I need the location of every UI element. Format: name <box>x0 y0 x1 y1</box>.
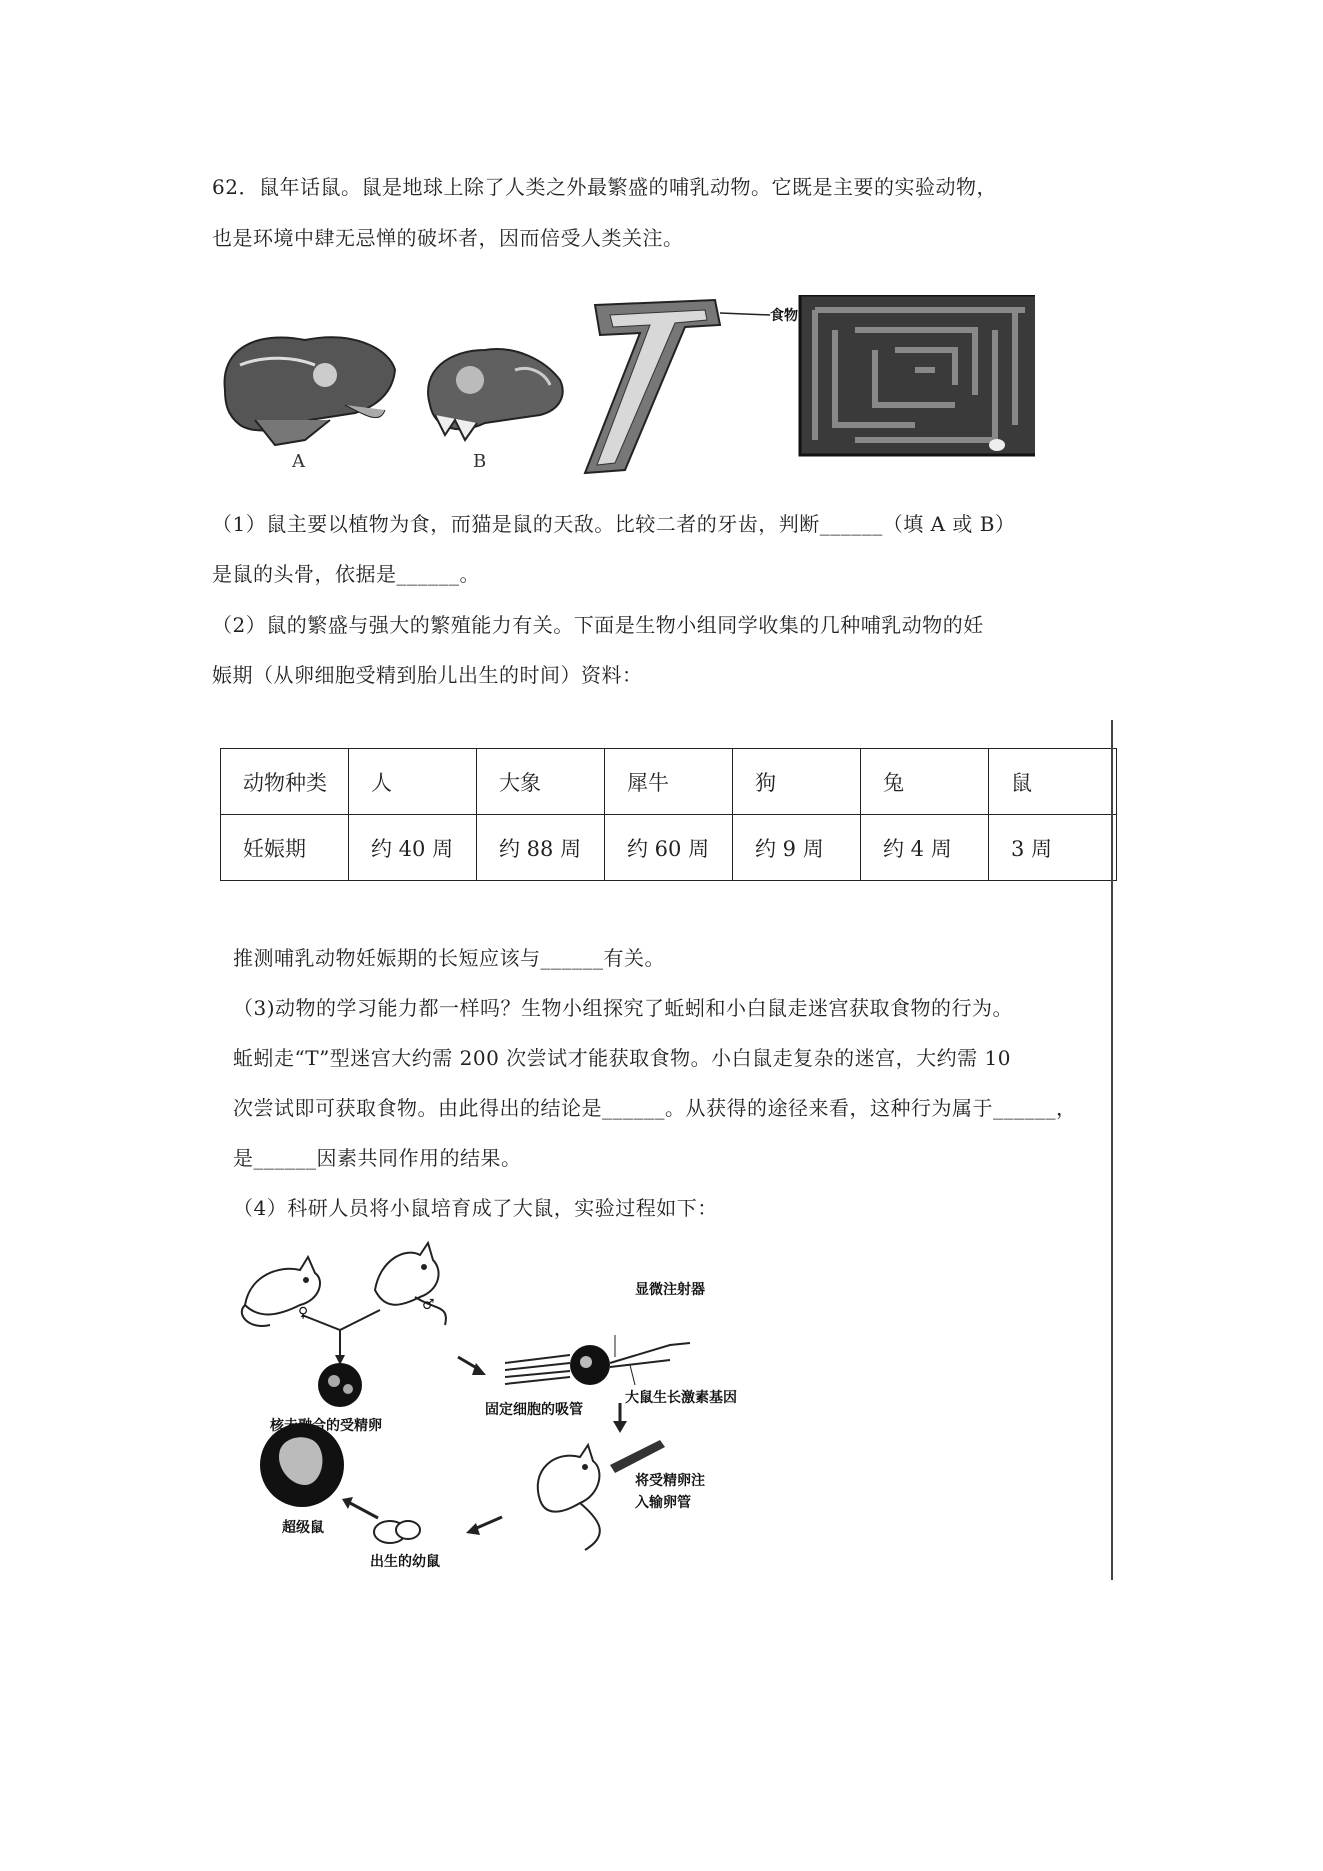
recipient-mouse-icon <box>538 1445 600 1550</box>
male-symbol: ♂ <box>422 1297 435 1313</box>
part4-line1: （4）科研人员将小鼠培育成了大鼠，实验过程如下： <box>233 1196 718 1220</box>
fertilized-egg-icon <box>318 1363 362 1407</box>
part1-line1: （1）鼠主要以植物为食，而猫是鼠的天敌。比较二者的牙齿，判断______（填 A 或 B） <box>212 512 1016 536</box>
newborn-label: 出生的幼鼠 <box>370 1554 440 1570</box>
male-mouse-icon <box>375 1243 446 1325</box>
table-cell: 狗 <box>733 749 861 815</box>
inject-label-line1: 将受精卵注 <box>635 1473 705 1489</box>
table-cell: 动物种类 <box>221 749 349 815</box>
experiment-figure <box>240 1235 780 1575</box>
table-cell: 犀牛 <box>605 749 733 815</box>
part2-line2: 娠期（从卵细胞受精到胎儿出生的时间）资料： <box>212 663 643 687</box>
skull-b-icon <box>428 349 563 440</box>
part2-inference: 推测哺乳动物妊娠期的长短应该与______有关。 <box>233 946 665 970</box>
question-intro-line2: 也是环境中肆无忌惮的破坏者，因而倍受人类关注。 <box>212 226 684 250</box>
table-cell: 人 <box>349 749 477 815</box>
super-mouse-label: 超级鼠 <box>282 1520 324 1536</box>
part3-line4: 是______因素共同作用的结果。 <box>233 1146 522 1170</box>
injector-icon <box>610 1440 665 1473</box>
table-row <box>221 749 1117 815</box>
question-intro-line1: 62．鼠年话鼠。鼠是地球上除了人类之外最繁盛的哺乳动物。它既是主要的实验动物， <box>212 175 997 199</box>
table-cell: 大象 <box>477 749 605 815</box>
micro-injector-label: 显微注射器 <box>635 1282 705 1298</box>
fertilized-egg-label: 核未融合的受精卵 <box>270 1418 382 1434</box>
t-maze-icon <box>585 300 770 473</box>
table-row <box>221 815 1117 881</box>
female-symbol: ♀ <box>298 1305 309 1321</box>
table-cell: 约 88 周 <box>477 815 605 881</box>
part3-line3: 次尝试即可获取食物。由此得出的结论是______。从获得的途径来看，这种行为属于______， <box>233 1096 1077 1120</box>
table-cell: 3 周 <box>989 815 1117 881</box>
skull-b-label: B <box>473 451 487 472</box>
table-cell: 鼠 <box>989 749 1117 815</box>
food-label: 食物 <box>770 308 798 324</box>
complex-maze-icon <box>800 295 1035 455</box>
table-cell: 兔 <box>861 749 989 815</box>
table-cell: 约 60 周 <box>605 815 733 881</box>
female-mouse-icon <box>242 1257 320 1326</box>
holding-pipette-label: 固定细胞的吸管 <box>485 1402 583 1418</box>
growth-gene-label: 大鼠生长激素基因 <box>625 1390 737 1406</box>
part1-line2: 是鼠的头骨，依据是______。 <box>212 562 480 586</box>
newborn-mouse-icon <box>374 1521 420 1543</box>
part3-line2: 蚯蚓走“T”型迷宫大约需 200 次尝试才能获取食物。小白鼠走复杂的迷宫，大约需 10 <box>233 1046 1011 1070</box>
gestation-table <box>220 748 1117 881</box>
part2-line1: （2）鼠的繁盛与强大的繁殖能力有关。下面是生物小组同学收集的几种哺乳动物的妊 <box>212 613 984 637</box>
part3-line1: （3)动物的学习能力都一样吗？生物小组探究了蚯蚓和小白鼠走迷宫获取食物的行为。 <box>233 996 1014 1020</box>
table-cell: 约 4 周 <box>861 815 989 881</box>
skull-a-label: A <box>292 451 305 472</box>
skulls-and-mazes-image <box>215 295 1035 475</box>
table-cell: 约 9 周 <box>733 815 861 881</box>
table-cell: 约 40 周 <box>349 815 477 881</box>
table-cell: 妊娠期 <box>221 815 349 881</box>
right-margin-line <box>1111 720 1113 1580</box>
skull-a-icon <box>225 337 395 445</box>
microinjection-icon <box>505 1335 690 1385</box>
inject-label-line2: 入输卵管 <box>635 1495 691 1511</box>
top-figure <box>215 295 1035 475</box>
